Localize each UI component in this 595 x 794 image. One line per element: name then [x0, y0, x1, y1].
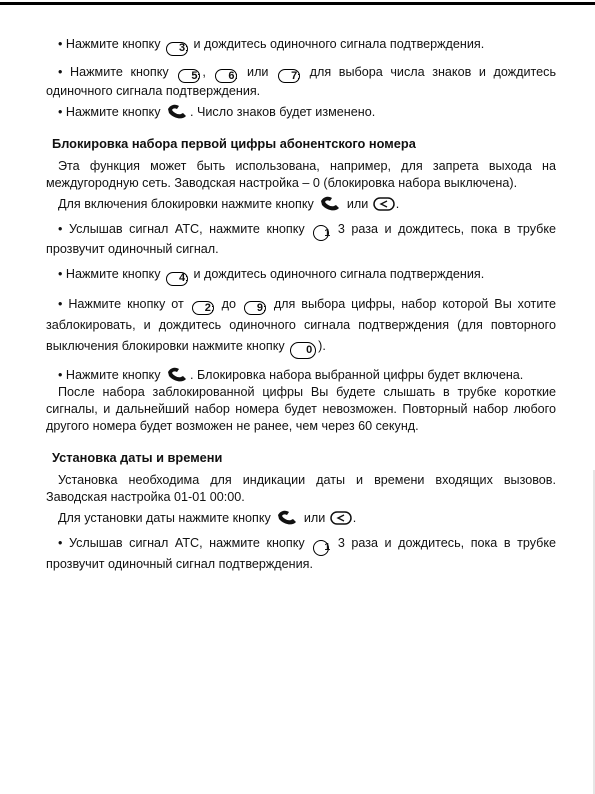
paragraph-press-4 — [46, 266, 556, 286]
paragraph-date-purpose: Установка необходима для индикации даты и времени входящих вызовов. Заводская настройка 01-01 00:00. — [46, 473, 556, 505]
text: для выбора цифры, набор которой Вы хотите заблокировать, и дождитесь одиночного сигнала подтверждения (для повторного выключения блокировки нажмите кнопку — [46, 296, 556, 354]
text: и дождитесь одиночного сигнала подтверждения. — [193, 267, 485, 282]
handset-icon — [166, 367, 188, 383]
text: • Нажмите кнопку от — [58, 296, 184, 311]
key-3-label: 3 — [179, 42, 186, 54]
text: • Нажмите кнопку — [58, 267, 161, 282]
top-border-line — [0, 2, 595, 5]
key-7-icon — [278, 69, 300, 83]
paragraph-press-handset-2 — [46, 367, 556, 384]
text: до — [221, 296, 236, 311]
text: ). — [318, 339, 326, 354]
key-2-label: 2 — [204, 301, 211, 314]
flash-icon — [330, 511, 352, 525]
handset-icon — [276, 510, 298, 526]
handset-icon — [319, 196, 341, 212]
paragraph-set-date — [46, 510, 556, 527]
document-page — [46, 36, 556, 573]
text: для выбора числа знаков и дождитесь одиночного сигнала подтверждения. — [46, 64, 557, 98]
key-4-label: 4 — [179, 272, 186, 285]
text: или — [247, 64, 269, 79]
text: 3 раза и дождитесь, пока в трубке прозвучит одиночный сигнал. — [46, 222, 557, 257]
comma: , — [202, 64, 206, 79]
key-5-label: 5 — [191, 69, 198, 82]
paragraph-function-description: Эта функция может быть использована, например, для запрета выхода на междугородную сеть. Заводская настройка – 0 (блокировка набора выключена). — [46, 159, 556, 190]
key-2-icon — [192, 301, 214, 315]
key-0-icon — [290, 342, 316, 359]
key-1-icon — [313, 540, 329, 556]
key-0-label: 0 — [306, 344, 313, 357]
text: и дождитесь одиночного сигнала подтверждения. — [193, 37, 485, 51]
section-heading-block-first-digit: Блокировка набора первой цифры абонентского номера — [52, 136, 416, 151]
key-9-label: 9 — [256, 301, 264, 314]
key-1-label: 1 — [324, 227, 331, 239]
paragraph-after-block: После набора заблокированной цифры Вы будете слышать в трубке короткие сигналы, и дальнейший набор номера будет невозможен. Повторный набор любого другого номера будет возможен не ранее, чем через 60 секунд. — [46, 385, 556, 434]
key-4-icon — [166, 272, 188, 286]
key-1-icon — [313, 225, 329, 241]
paragraph-press-1-confirm — [46, 535, 556, 572]
paragraph-press-5-6-7 — [46, 64, 556, 101]
text: или — [303, 511, 326, 526]
section-heading-date-time: Установка даты и времени — [52, 450, 223, 466]
paragraph-enable-block — [46, 196, 556, 213]
key-3-icon — [166, 42, 188, 56]
key-1-label: 1 — [324, 541, 331, 554]
text: • Нажмите кнопку — [58, 37, 161, 51]
text: • Нажмите кнопку — [58, 105, 161, 119]
key-7-label: 7 — [291, 69, 298, 82]
text: или — [346, 197, 369, 211]
handset-icon — [166, 104, 188, 120]
text: . Блокировка набора выбранной цифры будет включена. — [190, 368, 524, 383]
text: • Нажмите кнопку — [58, 64, 169, 79]
text: Для установки даты нажмите кнопку — [58, 511, 271, 526]
paragraph-press-handset-1 — [46, 104, 556, 121]
key-6-label: 6 — [228, 69, 235, 82]
key-6-icon — [215, 69, 237, 83]
text: 3 раза и дождитесь, пока в трубке прозвучит одиночный сигнал подтверждения. — [46, 536, 557, 571]
text: • Услышав сигнал АТС, нажмите кнопку — [58, 222, 305, 236]
text: • Услышав сигнал АТС, нажмите кнопку — [58, 536, 305, 551]
flash-icon — [373, 197, 395, 211]
text: . Число знаков будет изменено. — [190, 105, 376, 119]
paragraph-press-3 — [46, 36, 556, 56]
paragraph-press-1-three-times — [46, 221, 556, 258]
key-5-icon — [178, 69, 200, 83]
text: Для включения блокировки нажмите кнопку — [58, 197, 314, 211]
text: • Нажмите кнопку — [58, 368, 161, 383]
key-9-icon — [244, 301, 266, 315]
text: . — [352, 511, 357, 526]
paragraph-select-digit — [46, 294, 556, 360]
text: . — [395, 197, 400, 211]
